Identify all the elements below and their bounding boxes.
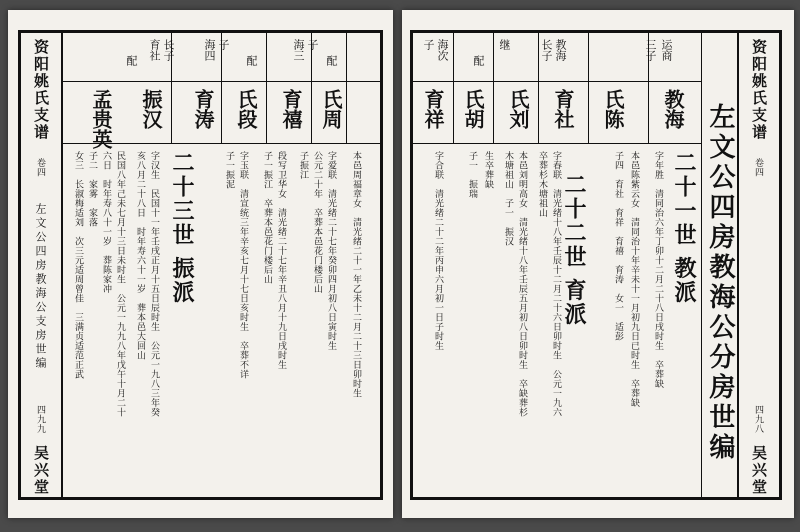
header-r4-sub: 子 — [422, 39, 435, 50]
margin-hall: 吴兴堂 — [750, 445, 768, 496]
name-yuxiang: 育祥 — [421, 89, 445, 129]
header-c3-top: 海三 — [292, 39, 305, 61]
name-zhenhan: 振汉 — [139, 89, 163, 129]
name-shihu: 氏胡 — [461, 89, 485, 129]
record-meng-3: 子二 家雾 家落 — [87, 151, 97, 227]
left-margin-strip — [21, 33, 63, 497]
record-meng-2: 六日 时年寿八十一岁 葬陈家冲 — [101, 151, 111, 294]
header-r3-top: 继 — [498, 39, 511, 50]
column-divider — [588, 33, 589, 143]
main-title: 左文公四房教海公分房世编 — [705, 103, 735, 463]
record-yutao-1: 字玉联 清宣统三年辛亥七月十七日亥时生 卒葬不详 — [238, 151, 248, 379]
record-zhenhan-2: 亥八月二十八日 时年寿六十一岁 葬本邑大回山 — [135, 151, 145, 360]
name-divider — [413, 143, 701, 144]
record-hu: 子一 振瑞 — [467, 151, 477, 199]
record-yutao-2: 子一振泥 — [224, 151, 234, 189]
header-divider — [413, 81, 701, 82]
margin-title: 资阳姚氏支谱 — [750, 39, 768, 141]
record-chen-1: 本邑陈紫云女 清同治十年辛未十一月初九日已时生 卒葬缺 — [629, 151, 639, 408]
left-page-frame — [18, 30, 383, 500]
record-yuxi-1: 字爱联 清光绪二十七年癸卯四月初八日寅时生 — [326, 151, 336, 351]
margin-volume: 卷四 — [35, 158, 45, 177]
header-r2-sub: 长子 — [540, 39, 553, 61]
record-yuxiang: 字合联 清光绪二十二年丙申六月初一日子时生 — [433, 151, 443, 351]
title-column-divider — [701, 33, 702, 497]
record-shiduan-2: 子一振江 卒葬本邑花门楼后山 — [262, 151, 272, 284]
record-yushe-2: 卒葬杉木塘祖山 — [537, 151, 547, 218]
column-divider — [266, 33, 267, 143]
name-jiaohai: 教海 — [661, 89, 685, 129]
record-yushe-1: 字春联 清光绪十八年壬辰十二月二十六日卯时生 公元一九六 — [551, 151, 561, 417]
name-yutao: 育涛 — [191, 89, 215, 129]
record-yuxi-2: 公元二十年 卒葬本邑花门楼后山 — [312, 151, 322, 294]
record-meng-1: 民国八年己未七月十三日未时生 公元一九九八年戊午十月二十 — [115, 151, 125, 417]
margin-page-number: 四九九 — [35, 405, 45, 434]
column-divider — [453, 33, 454, 143]
header-c1-sub: 长子 — [162, 39, 175, 61]
record-liu-3: 生卒葬缺 — [483, 151, 493, 189]
margin-page-number: 四九八 — [753, 405, 763, 434]
name-yushe: 育社 — [551, 89, 575, 129]
name-shizhou: 氏周 — [319, 89, 343, 129]
header-r4-top: 海次 — [436, 39, 449, 61]
generation-22-heading: 二十二世 育派 — [561, 173, 587, 327]
header-r3-pei: 配 — [472, 55, 485, 66]
generation-21-heading: 二十一世 教派 — [671, 151, 697, 305]
generation-23-heading: 二十三世 振派 — [169, 151, 195, 305]
header-c1-pei: 配 — [125, 55, 138, 66]
header-c2-top: 海四 — [203, 39, 216, 61]
header-r1-top: 运商 — [660, 39, 673, 61]
record-chen-2: 子四 育社 育祥 育禧 育涛 女一 适彭 — [613, 151, 623, 341]
record-zhou: 本邑周福章女 清光绪二十一年乙未十二月二十三日卯时生 — [351, 151, 361, 398]
margin-section: 左文公四房教海公支房世编 — [34, 203, 47, 371]
record-yuxi-3: 子振江 — [298, 151, 308, 180]
header-r2-top: 教海 — [554, 39, 567, 61]
right-page — [402, 10, 794, 518]
record-liu-2: 木塘祖山 子一 振汉 — [503, 151, 513, 246]
left-page — [8, 10, 393, 518]
header-r1-sub: 三子 — [644, 39, 657, 61]
name-shiduan: 氏段 — [234, 89, 258, 129]
record-jiaohai: 字年胜 清同治六年丁卯十二月二十八日戌时生 卒葬缺 — [653, 151, 663, 389]
right-margin-strip — [737, 33, 779, 497]
record-liu-1: 本邑刘明高女 清光绪十八年壬辰五月初八日卯时生 卒缺葬杉 — [517, 151, 527, 417]
record-zhenhan-1: 字汉生 民国十一年壬戌正月十五日辰时生 公元一九八三年癸 — [149, 151, 159, 417]
header-c2-pei: 配 — [245, 55, 258, 66]
header-c3-sub: 子 — [306, 39, 319, 50]
record-meng-4: 女三 长淑梅适刘 次三元适周曾佳 三满贞适范正武 — [73, 151, 83, 379]
header-c1-top: 育社 — [148, 39, 161, 61]
margin-volume: 卷四 — [753, 158, 763, 177]
name-mengguiying: 孟贵英 — [89, 89, 113, 149]
margin-title: 资阳姚氏支谱 — [32, 39, 50, 141]
name-shiliu: 氏刘 — [506, 89, 530, 129]
column-divider — [538, 33, 539, 143]
header-c2-sub: 子 — [217, 39, 230, 50]
header-c3-pei: 配 — [325, 55, 338, 66]
right-page-frame — [410, 30, 782, 500]
name-yuxi: 育禧 — [279, 89, 303, 129]
record-shiduan-1: 段写卫华女 清光绪二十七年辛丑八月十九日戌时生 — [276, 151, 286, 370]
margin-hall: 吴兴堂 — [32, 445, 50, 496]
name-shichen: 氏陈 — [601, 89, 625, 129]
column-divider — [346, 33, 347, 143]
column-divider — [493, 33, 494, 143]
